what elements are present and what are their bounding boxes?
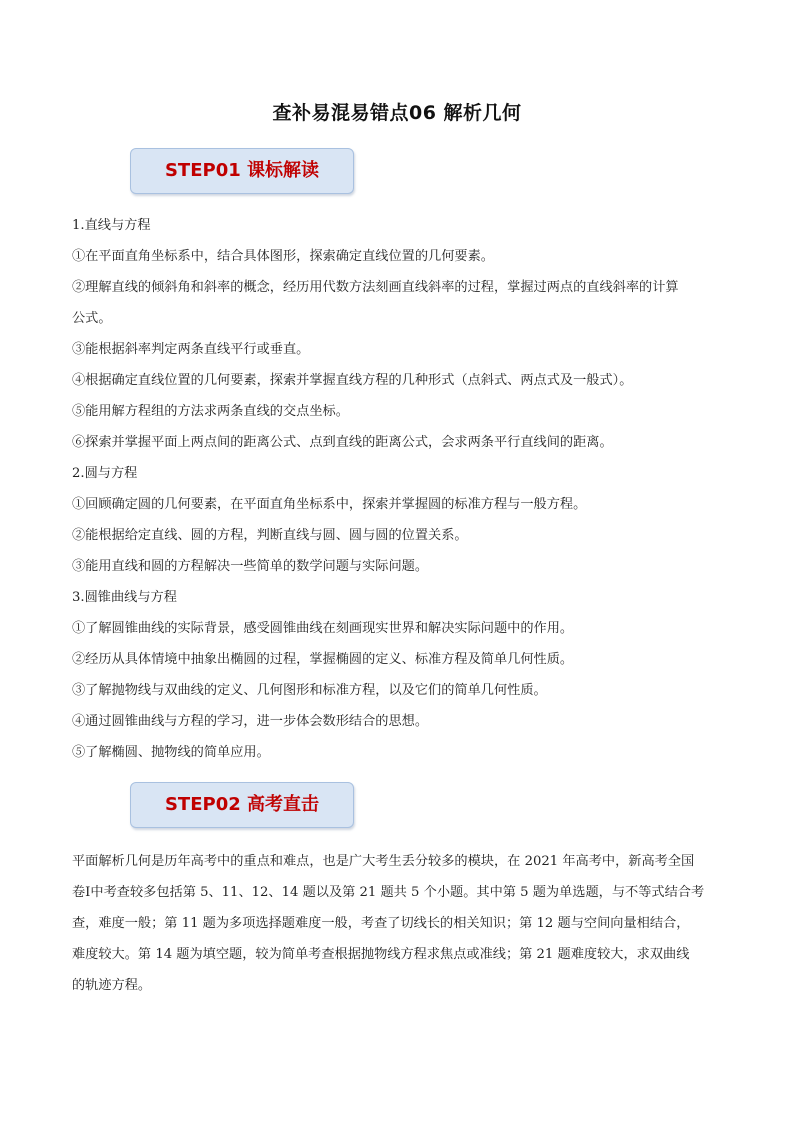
paragraph-line: 的轨迹方程。 <box>72 978 152 993</box>
section-heading-circles: 2.圆与方程 <box>72 466 138 481</box>
list-item: ③能根据斜率判定两条直线平行或垂直。 <box>72 342 310 357</box>
list-item: ②能根据给定直线、圆的方程，判断直线与圆、圆与圆的位置关系。 <box>72 528 468 543</box>
list-item: ③了解抛物线与双曲线的定义、几何图形和标准方程，以及它们的简单几何性质。 <box>72 683 547 698</box>
list-item: ①在平面直角坐标系中，结合具体图形，探索确定直线位置的几何要素。 <box>72 249 494 264</box>
list-item: ①回顾确定圆的几何要素，在平面直角坐标系中，探索并掌握圆的标准方程与一般方程。 <box>72 497 587 512</box>
section-heading-lines: 1.直线与方程 <box>72 218 151 233</box>
step02-banner: STEP02 高考直击 <box>130 782 354 828</box>
list-item: ②理解直线的倾斜角和斜率的概念，经历用代数方法刻画直线斜率的过程，掌握过两点的直线斜率的计算 <box>72 280 679 295</box>
list-item-continued: 公式。 <box>72 311 112 326</box>
list-item: ②经历从具体情境中抽象出椭圆的过程，掌握椭圆的定义、标准方程及简单几何性质。 <box>72 652 574 667</box>
curriculum-section <box>72 210 724 768</box>
page-title: 查补易混易错点06 解析几何 <box>272 102 522 124</box>
paragraph-line: 卷Ⅰ中考查较多包括第 5、11、12、14 题以及第 21 题共 5 个小题。其中第 5 题为单选题，与不等式结合考 <box>72 885 705 900</box>
section-heading-conics: 3.圆锥曲线与方程 <box>72 590 177 605</box>
list-item: ①了解圆锥曲线的实际背景，感受圆锥曲线在刻画现实世界和解决实际问题中的作用。 <box>72 621 574 636</box>
list-item: ⑤能用解方程组的方法求两条直线的交点坐标。 <box>72 404 349 419</box>
list-item: ③能用直线和圆的方程解决一些简单的数学问题与实际问题。 <box>72 559 429 574</box>
list-item: ④通过圆锥曲线与方程的学习，进一步体会数形结合的思想。 <box>72 714 429 729</box>
paragraph-line: 平面解析几何是历年高考中的重点和难点，也是广大考生丢分较多的模块，在 2021 年高考中，新高考全国 <box>72 854 695 869</box>
list-item: ⑥探索并掌握平面上两点间的距离公式、点到直线的距离公式，会求两条平行直线间的距离。 <box>72 435 613 450</box>
exam-analysis-paragraph <box>72 846 724 1001</box>
list-item: ⑤了解椭圆、抛物线的简单应用。 <box>72 745 270 760</box>
list-item: ④根据确定直线位置的几何要素，探索并掌握直线方程的几种形式（点斜式、两点式及一般式）。 <box>72 373 633 388</box>
paragraph-line: 难度较大。第 14 题为填空题，较为简单考查根据抛物线方程求焦点或准线；第 21 题难度较大，求双曲线 <box>72 947 690 962</box>
step01-banner: STEP01 课标解读 <box>130 148 354 194</box>
paragraph-line: 查，难度一般；第 11 题为多项选择题难度一般，考查了切线长的相关知识；第 12 题与空间向量相结合， <box>72 916 690 931</box>
